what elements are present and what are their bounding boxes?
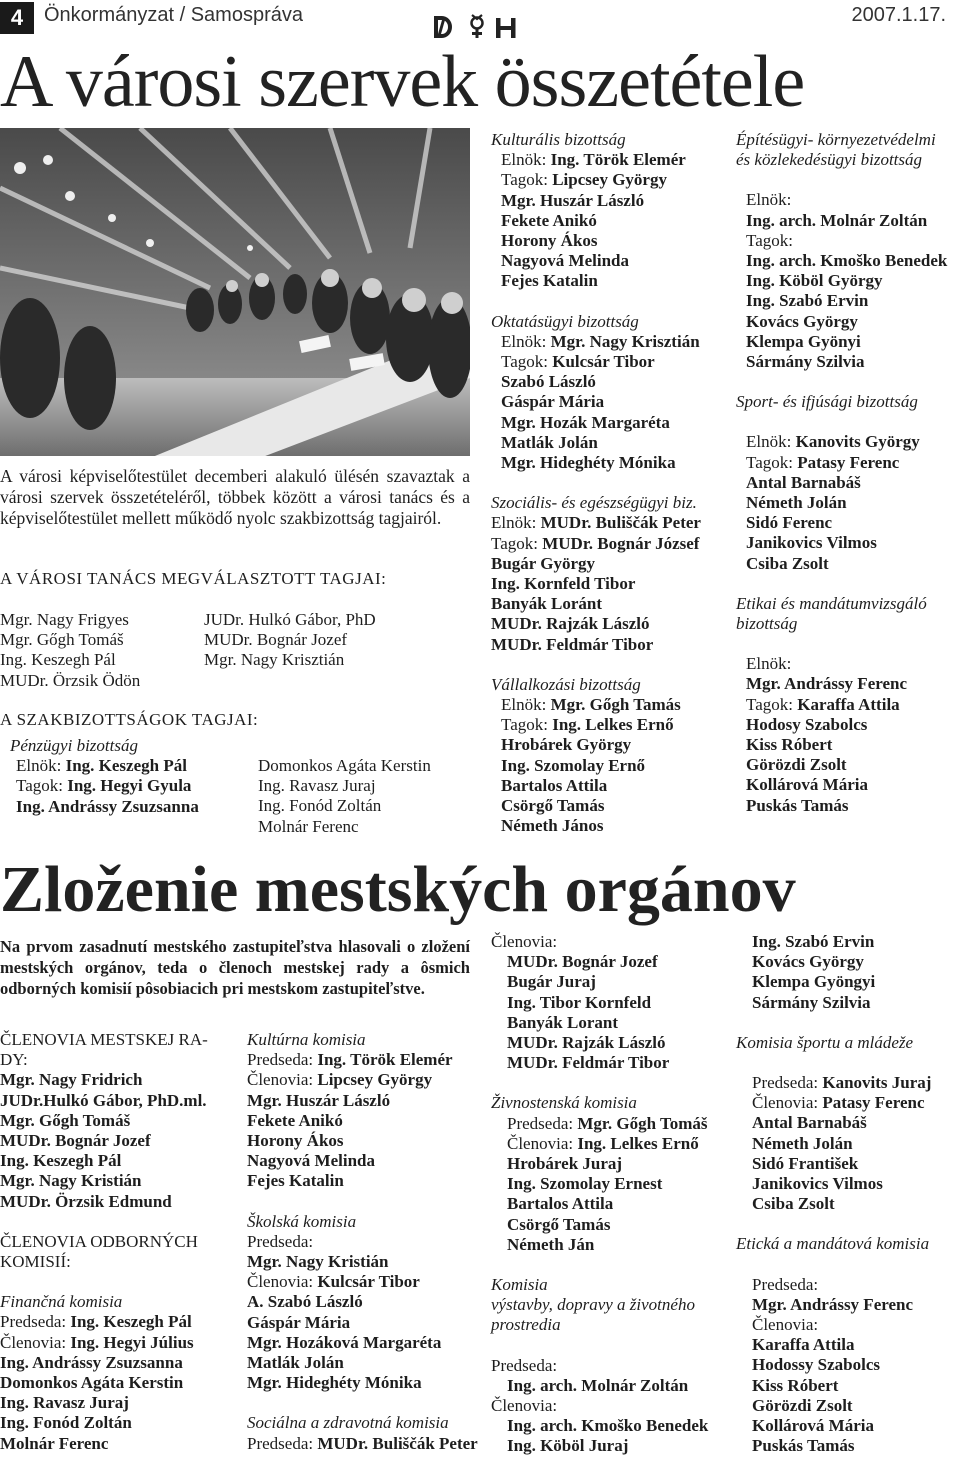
list-item: Lipcsey György (552, 170, 667, 190)
list-item: Hodossy Szabolcs (752, 1355, 880, 1375)
list-item: Antal Barnabáš (752, 1113, 867, 1133)
list-item: MUDr. Bognár Jozef (507, 952, 658, 972)
members-label: Členovia: (507, 1133, 574, 1153)
committee-title: Finančná komisia (0, 1292, 123, 1312)
list-item: MUDr. Feldmár Tibor (507, 1053, 670, 1073)
list-item: Gáspár Mária (247, 1312, 351, 1332)
committee-title: Komisia (491, 1275, 548, 1295)
committee-title: výstavby, dopravy a životného (491, 1295, 695, 1315)
committees-column-2-sk (247, 1030, 478, 1454)
members-label: Tagok: (746, 452, 793, 472)
committees-column-3-hu (491, 130, 701, 837)
list-item: Ing. Andrássy Zsuzsanna (0, 1352, 183, 1372)
list-item: Klempa Gyöngyi (752, 972, 876, 992)
chair-name: Ing. Keszegh Pál (65, 756, 187, 776)
members-label: Tagok: (746, 230, 793, 250)
list-item: Hrobárek György (501, 735, 632, 755)
council-column-sk (0, 1030, 208, 1454)
list-item: Ing. Tibor Kornfeld (507, 992, 652, 1012)
list-item: Ing. Köböl György (746, 271, 883, 291)
chair-name: Mgr. Andrássy Ferenc (752, 1294, 914, 1314)
list-item: Mgr. Huszár László (501, 190, 645, 210)
list-item: Fejes Katalin (247, 1171, 344, 1191)
list-item: Ing. Kornfeld Tibor (491, 574, 636, 594)
list-item: Banyák Loránt (491, 594, 602, 614)
chair-name: MUDr. Buliščák Peter (540, 513, 701, 533)
list-item: Mgr. Hideghéty Mónika (501, 453, 676, 473)
committee-title: Etická a mandátová komisia (736, 1234, 930, 1254)
members-label: Tagok: (16, 776, 63, 796)
list-item: Lipcsey György (317, 1070, 433, 1090)
list-item: Mgr. Gőgh Tomáš (0, 630, 124, 650)
chair-label: Predseda: (507, 1113, 574, 1133)
list-item: Antal Barnabáš (746, 472, 861, 492)
list-item: Sidó František (752, 1153, 859, 1173)
chair-name: Mgr. Nagy Krisztián (550, 331, 700, 351)
committee-title: Kultúrna komisia (247, 1030, 366, 1049)
chair-name: Kanovits György (795, 432, 920, 452)
photo-caption-hu: A városi képviselőtestület decemberi alakuló ülésén szavaztak a városi szervek összetételéről, többek között a városi tanács és a képviselőtestület mellett működő nyolc szakbizottság tagjairól. (0, 466, 470, 528)
chair-label: Predseda: (247, 1433, 314, 1453)
list-item: Nagyová Melinda (247, 1151, 375, 1171)
committee-title: Építésügyi- környezetvédelmi (736, 130, 936, 149)
list-item: Ing. Ravasz Juraj (0, 1393, 129, 1413)
chair-name: Mgr. Gőgh Tamás (550, 695, 681, 715)
list-item: Banyák Lorant (507, 1012, 618, 1032)
list-item: A. Szabó László (247, 1292, 363, 1312)
list-item: Janikovics Vilmos (752, 1174, 883, 1194)
list-item: Mgr. Nagy Frigyes (0, 610, 129, 629)
list-item: Domonkos Agáta Kerstin (258, 756, 431, 775)
section-title: Önkormányzat / Samospráva (44, 4, 303, 26)
issue-date: 2007.1.17. (851, 4, 946, 26)
finance-committee-hu (0, 736, 199, 817)
list-item: Kollárová Mária (752, 1416, 874, 1436)
chair-name: Ing. Török Elemér (317, 1050, 453, 1070)
chair-label: Predseda: (491, 1355, 558, 1375)
list-item: Görözdi Zsolt (746, 755, 847, 775)
list-item: Ing. arch. Kmoško Benedek (507, 1416, 709, 1436)
list-item: Ing. Lelkes Ernő (552, 715, 674, 735)
list-item: Ing. Hegyi Július (70, 1332, 194, 1352)
list-item: Matlák Jolán (501, 432, 598, 452)
list-item: Mgr. Gőgh Tomáš (0, 1110, 131, 1130)
list-item: Ing. Ravasz Juraj (258, 776, 376, 796)
chair-label: Elnök: (746, 190, 792, 210)
members-label: Členovia: (247, 1070, 314, 1090)
members-label: Členovia: (752, 1315, 819, 1335)
committee-title: Sport- és ifjúsági bizottság (736, 392, 918, 412)
council-heading-sk: DY: (0, 1050, 28, 1070)
list-item: Bartalos Attila (507, 1194, 614, 1214)
members-label: Tagok: (501, 352, 548, 372)
list-item: Németh János (501, 816, 604, 836)
list-item: Kiss Róbert (746, 735, 833, 755)
list-item: Kovács György (746, 311, 858, 331)
list-item: Molnár Ferenc (0, 1433, 109, 1453)
list-item: Kollárová Mária (746, 775, 868, 795)
list-item: Matlák Jolán (247, 1353, 344, 1373)
list-item: Mgr. Nagy Fridrich (0, 1070, 143, 1090)
list-item: Klempa Gyönyi (746, 331, 861, 351)
council-heading-sk: ČLENOVIA MESTSKEJ RA- (0, 1030, 208, 1049)
list-item: Csörgő Tamás (501, 796, 605, 816)
committee-title: Kulturális bizottság (491, 130, 626, 149)
chair-label: Elnök: (501, 695, 547, 715)
members-label: Členovia: (0, 1332, 67, 1352)
list-item: Sármány Szilvia (752, 992, 871, 1012)
chair-label: Elnök: (16, 756, 62, 776)
chair-name: Ing. arch. Molnár Zoltán (746, 210, 928, 230)
committees-column-3-sk (491, 932, 708, 1457)
list-item: Görözdi Zsolt (752, 1395, 853, 1415)
chair-name: Kanovits Juraj (822, 1073, 932, 1093)
list-item: Puskás Tamás (746, 795, 849, 815)
list-item: Kiss Róbert (752, 1375, 839, 1395)
list-item: Ing. Köböl Juraj (507, 1436, 629, 1456)
council-list-left-hu (0, 610, 140, 691)
list-item: Ing. Szomolay Ernest (507, 1174, 663, 1194)
chair-label: Elnök: (491, 513, 537, 533)
committee-title: és közlekedésügyi bizottság (736, 150, 923, 170)
members-label: Členovia: (752, 1093, 819, 1113)
list-item: JUDr.Hulkó Gábor, PhD.ml. (0, 1090, 207, 1110)
chair-label: Elnök: (501, 150, 547, 170)
council-list-right-hu (204, 610, 376, 671)
committee-title: bizottság (736, 614, 798, 634)
list-item: Gáspár Mária (501, 392, 605, 412)
list-item: Janikovics Vilmos (746, 533, 877, 553)
list-item: Ing. Szomolay Ernő (501, 755, 646, 775)
list-item: Horony Ákos (501, 231, 598, 251)
council-meeting-photo (0, 128, 470, 456)
list-item: Ing. Fonód Zoltán (0, 1413, 132, 1433)
list-item: Hodosy Szabolcs (746, 714, 868, 734)
chair-name: Ing. Keszegh Pál (70, 1312, 192, 1332)
chair-label: Elnök: (746, 432, 792, 452)
committees-column-4-hu (736, 130, 947, 816)
members-label: Tagok: (501, 170, 548, 190)
list-item: Kulcsár Tibor (317, 1272, 420, 1292)
committee-title: Komisia športu a mládeže (736, 1032, 914, 1052)
list-item: MUDr. Bognár Jozef (204, 630, 348, 650)
list-item: Sidó Ferenc (746, 513, 833, 533)
list-item: Németh Ján (507, 1234, 595, 1254)
chair-name: Mgr. Nagy Kristián (247, 1252, 389, 1272)
list-item: Mgr. Nagy Kristián (0, 1171, 142, 1191)
list-item: MUDr. Rajzák László (491, 614, 650, 634)
list-item: Ing. Keszegh Pál (0, 1151, 122, 1171)
committee-title: Szociális- és egészségügyi biz. (491, 493, 697, 513)
list-item: Németh Jolán (752, 1133, 853, 1153)
chair-name: Ing. Török Elemér (550, 150, 686, 170)
list-item: Mgr. Huszár László (247, 1090, 391, 1110)
list-item: MUDr. Bognár József (542, 533, 700, 553)
members-label: Členovia: (491, 932, 558, 951)
chair-label: Predseda: (0, 1312, 67, 1332)
list-item: Csörgő Tamás (507, 1214, 611, 1234)
list-item: Mgr. Hozáková Margaréta (247, 1332, 442, 1352)
list-item: MUDr. Örzsik Edmund (0, 1191, 172, 1211)
finance-committee-hu-cont (258, 756, 431, 837)
list-item: Ing. Andrássy Zsuzsanna (16, 796, 199, 816)
list-item: Ing. Szabó Ervin (752, 932, 875, 951)
list-item: Mgr. Hozák Margaréta (501, 412, 670, 432)
list-item: Kulcsár Tibor (552, 352, 655, 372)
list-item: MUDr. Feldmár Tibor (491, 634, 654, 654)
committee-title: Živnostenská komisia (491, 1093, 637, 1113)
list-item: Horony Ákos (247, 1131, 344, 1151)
list-item: Ing. Hegyi Gyula (67, 776, 192, 796)
list-item: Németh Jolán (746, 493, 847, 513)
chair-name: Mgr. Gőgh Tomáš (577, 1113, 708, 1133)
chair-label: Elnök: (501, 331, 547, 351)
list-item: Ing. Keszegh Pál (0, 650, 116, 670)
list-item: Fekete Anikó (247, 1110, 343, 1130)
chair-name: Mgr. Andrássy Ferenc (746, 674, 908, 694)
chair-label: Predseda: (752, 1073, 819, 1093)
list-item: Kovács György (752, 952, 864, 972)
list-item: Nagyová Melinda (501, 251, 629, 271)
chair-name: Ing. arch. Molnár Zoltán (507, 1375, 689, 1395)
committee-title: Školská komisia (247, 1211, 357, 1231)
list-item: MUDr. Örzsik Ödön (0, 670, 141, 690)
members-label: Tagok: (491, 533, 538, 553)
list-item: Ing. arch. Kmoško Benedek (746, 251, 948, 271)
chair-name: MUDr. Buliščák Peter (317, 1433, 478, 1453)
committees-heading-hu: A SZAKBIZOTTSÁGOK TAGJAI: (0, 710, 259, 729)
committees-heading-sk: ČLENOVIA ODBORNÝCH (0, 1231, 198, 1251)
list-item: Ing. Fonód Zoltán (258, 796, 382, 816)
list-item: JUDr. Hulkó Gábor, PhD (204, 610, 376, 629)
list-item: Bugár György (491, 553, 596, 573)
list-item: Bugár Juraj (507, 972, 596, 992)
list-item: Patasy Ferenc (797, 452, 900, 472)
list-item: Csiba Zsolt (746, 553, 829, 573)
list-item: Mgr. Nagy Krisztián (204, 650, 345, 670)
committee-title: Etikai és mandátumvizsgáló (736, 593, 927, 613)
committee-title: Pénzügyi bizottság (10, 736, 138, 755)
committee-title: Sociálna a zdravotná komisia (247, 1413, 449, 1433)
list-item: Bartalos Attila (501, 775, 608, 795)
list-item: Puskás Tamás (752, 1436, 855, 1456)
list-item: Patasy Ferenc (822, 1093, 925, 1113)
chair-label: Predseda: (247, 1231, 314, 1251)
list-item: Karaffa Attila (752, 1335, 855, 1355)
chair-label: Elnök: (746, 654, 792, 674)
list-item: Sármány Szilvia (746, 352, 865, 372)
list-item: Ing. Lelkes Ernő (577, 1133, 699, 1153)
article-title-hu: A városi szervek összetétele (0, 41, 805, 123)
committee-title: Vállalkozási bizottság (491, 674, 641, 694)
committees-column-4-sk (736, 932, 931, 1456)
committee-title: prostredia (491, 1315, 561, 1335)
list-item: Szabó László (501, 372, 596, 392)
committees-heading-sk: KOMISIÍ: (0, 1252, 71, 1272)
list-item: Fejes Katalin (501, 271, 598, 291)
list-item: Mgr. Hideghéty Mónika (247, 1373, 422, 1393)
members-label: Členovia: (247, 1272, 314, 1292)
list-item: Csiba Zsolt (752, 1194, 835, 1214)
list-item: Ing. Szabó Ervin (746, 291, 869, 311)
article-title-sk: Zloženie mestských orgánov (0, 853, 796, 926)
chair-label: Predseda: (752, 1274, 819, 1294)
deh-logo (432, 12, 522, 40)
list-item: MUDr. Bognár Jozef (0, 1131, 151, 1151)
list-item: MUDr. Rajzák László (507, 1033, 666, 1053)
list-item: Domonkos Agáta Kerstin (0, 1373, 184, 1393)
members-label: Tagok: (501, 715, 548, 735)
chair-label: Predseda: (247, 1050, 314, 1070)
council-heading-hu: A VÁROSI TANÁCS MEGVÁLASZTOTT TAGJAI: (0, 569, 387, 588)
members-label: Tagok: (746, 694, 793, 714)
list-item: Karaffa Attila (797, 694, 900, 714)
list-item: Fekete Anikó (501, 210, 597, 230)
committee-title: Oktatásügyi bizottság (491, 311, 639, 331)
list-item: Molnár Ferenc (258, 816, 359, 836)
page-number: 4 (0, 2, 34, 34)
lead-paragraph-sk: Na prvom zasadnutí mestského zastupiteľstva hlasovali o zložení mestských orgánov, teda o členoch mestskej rady a ôsmich odborných komisií pôsobiacich pri mestskom zastupiteľstve. (0, 937, 470, 998)
members-label: Členovia: (491, 1396, 558, 1416)
list-item: Hrobárek Juraj (507, 1154, 623, 1174)
